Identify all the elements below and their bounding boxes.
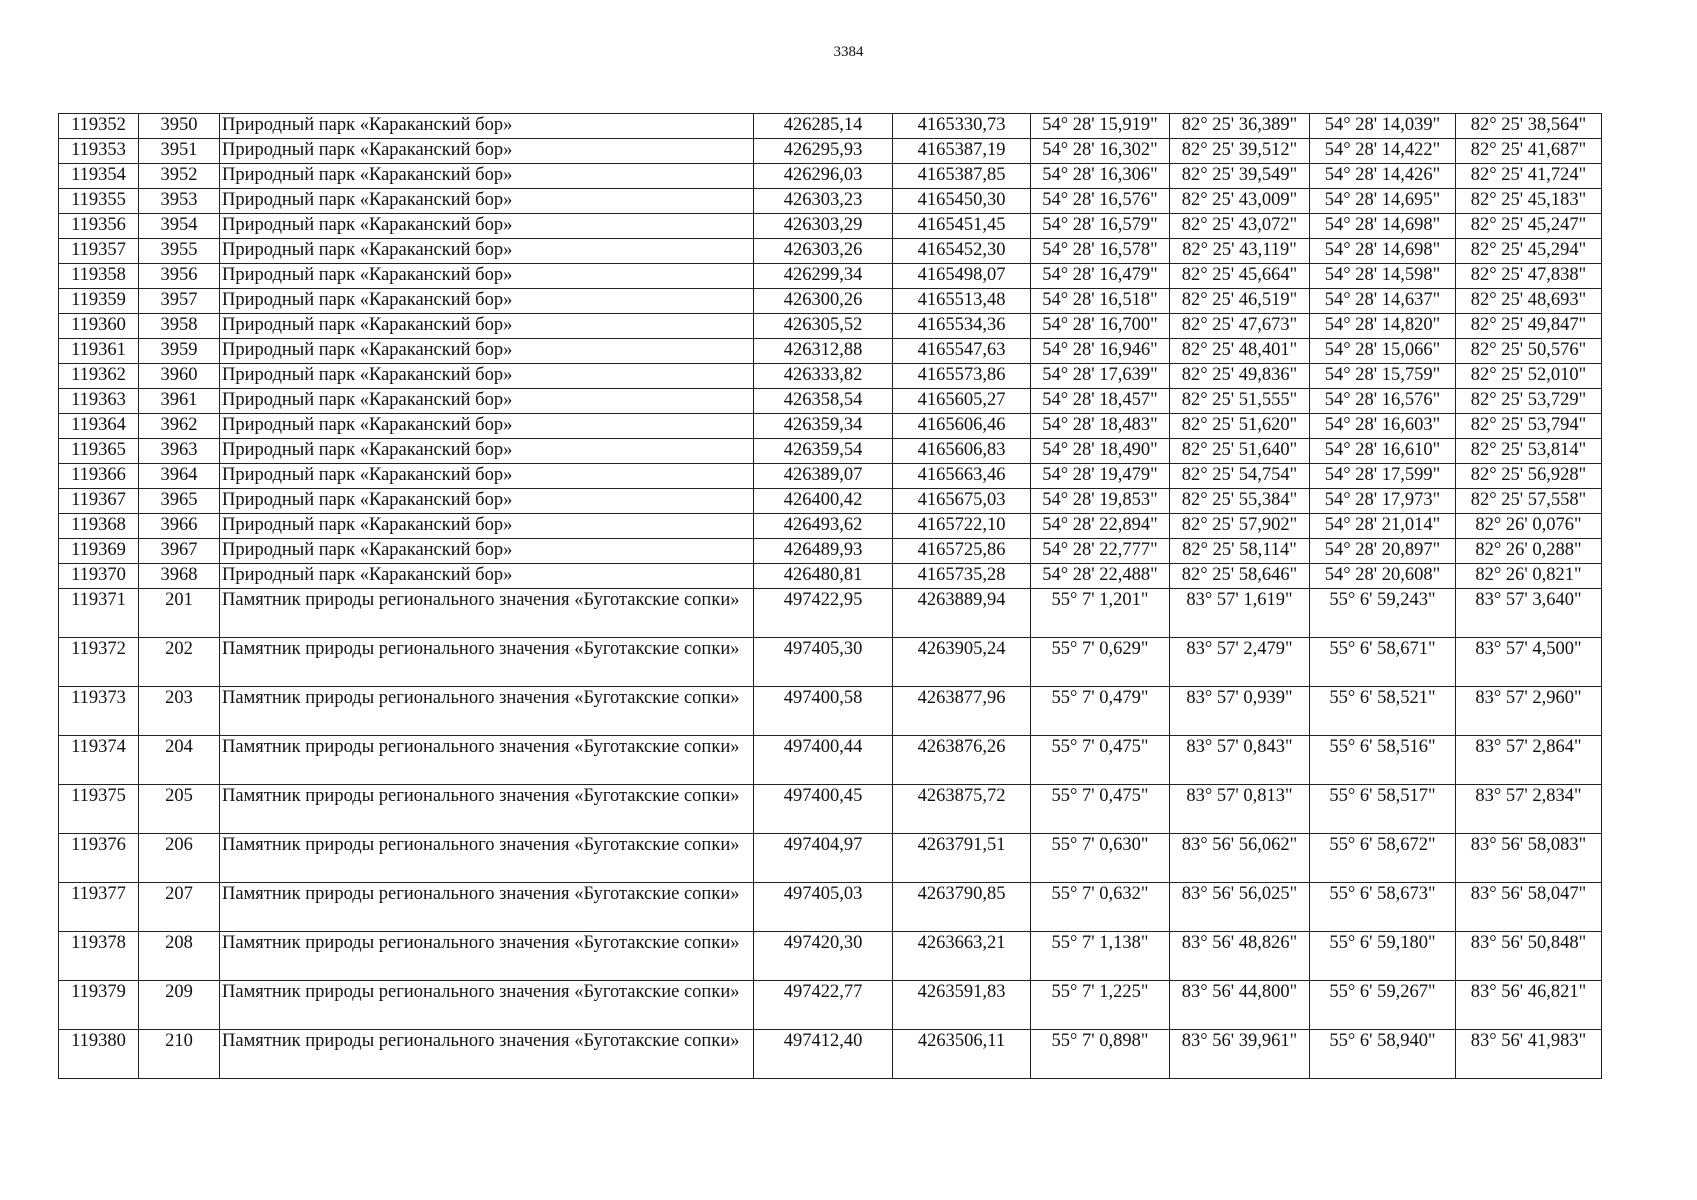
latitude-2-cell: 54° 28' 21,014" bbox=[1310, 514, 1456, 539]
latitude-1-cell: 54° 28' 18,483" bbox=[1031, 414, 1170, 439]
point-number-cell: 3963 bbox=[139, 439, 220, 464]
latitude-2-cell: 54° 28' 16,610" bbox=[1310, 439, 1456, 464]
object-name-cell: Памятник природы регионального значения «Буготакские сопки» bbox=[220, 736, 754, 785]
x-coordinate-cell: 426389,07 bbox=[754, 464, 893, 489]
latitude-2-cell: 55° 6' 58,521" bbox=[1310, 687, 1456, 736]
object-name-cell: Природный парк «Караканский бор» bbox=[220, 289, 754, 314]
longitude-2-cell: 82° 25' 52,010" bbox=[1456, 364, 1602, 389]
point-id-cell: 119354 bbox=[59, 164, 139, 189]
point-id-cell: 119361 bbox=[59, 339, 139, 364]
latitude-1-cell: 54° 28' 22,894" bbox=[1031, 514, 1170, 539]
longitude-2-cell: 82° 25' 45,183" bbox=[1456, 189, 1602, 214]
object-name-cell: Природный парк «Караканский бор» bbox=[220, 314, 754, 339]
latitude-2-cell: 54° 28' 17,973" bbox=[1310, 489, 1456, 514]
y-coordinate-cell: 4263875,72 bbox=[893, 785, 1031, 834]
longitude-2-cell: 82° 25' 48,693" bbox=[1456, 289, 1602, 314]
longitude-1-cell: 82° 25' 51,555" bbox=[1170, 389, 1310, 414]
y-coordinate-cell: 4263876,26 bbox=[893, 736, 1031, 785]
longitude-1-cell: 82° 25' 45,664" bbox=[1170, 264, 1310, 289]
x-coordinate-cell: 497400,45 bbox=[754, 785, 893, 834]
table-row bbox=[59, 834, 1602, 883]
latitude-2-cell: 54° 28' 14,695" bbox=[1310, 189, 1456, 214]
point-id-cell: 119364 bbox=[59, 414, 139, 439]
longitude-1-cell: 82° 25' 51,620" bbox=[1170, 414, 1310, 439]
point-id-cell: 119357 bbox=[59, 239, 139, 264]
point-id-cell: 119355 bbox=[59, 189, 139, 214]
table-row bbox=[59, 114, 1602, 139]
point-id-cell: 119366 bbox=[59, 464, 139, 489]
point-number-cell: 3957 bbox=[139, 289, 220, 314]
longitude-1-cell: 82° 25' 48,401" bbox=[1170, 339, 1310, 364]
table-row bbox=[59, 439, 1602, 464]
y-coordinate-cell: 4165451,45 bbox=[893, 214, 1031, 239]
point-id-cell: 119371 bbox=[59, 589, 139, 638]
object-name-cell: Памятник природы регионального значения «Буготакские сопки» bbox=[220, 834, 754, 883]
latitude-2-cell: 55° 6' 58,517" bbox=[1310, 785, 1456, 834]
y-coordinate-cell: 4165573,86 bbox=[893, 364, 1031, 389]
point-id-cell: 119365 bbox=[59, 439, 139, 464]
point-number-cell: 208 bbox=[139, 932, 220, 981]
latitude-1-cell: 54° 28' 15,919" bbox=[1031, 114, 1170, 139]
page-number: 3384 bbox=[833, 44, 864, 60]
latitude-1-cell: 54° 28' 16,579" bbox=[1031, 214, 1170, 239]
longitude-1-cell: 83° 56' 39,961" bbox=[1170, 1030, 1310, 1079]
table-row bbox=[59, 736, 1602, 785]
longitude-1-cell: 82° 25' 49,836" bbox=[1170, 364, 1310, 389]
point-id-cell: 119368 bbox=[59, 514, 139, 539]
point-number-cell: 210 bbox=[139, 1030, 220, 1079]
object-name-cell: Памятник природы регионального значения «Буготакские сопки» bbox=[220, 1030, 754, 1079]
table-row bbox=[59, 189, 1602, 214]
y-coordinate-cell: 4165663,46 bbox=[893, 464, 1031, 489]
longitude-1-cell: 82° 25' 58,646" bbox=[1170, 564, 1310, 589]
latitude-1-cell: 54° 28' 18,457" bbox=[1031, 389, 1170, 414]
latitude-2-cell: 54° 28' 15,759" bbox=[1310, 364, 1456, 389]
object-name-cell: Природный парк «Караканский бор» bbox=[220, 164, 754, 189]
longitude-1-cell: 82° 25' 39,549" bbox=[1170, 164, 1310, 189]
object-name-cell: Природный парк «Караканский бор» bbox=[220, 189, 754, 214]
longitude-2-cell: 82° 26' 0,288" bbox=[1456, 539, 1602, 564]
point-number-cell: 206 bbox=[139, 834, 220, 883]
longitude-1-cell: 82° 25' 43,119" bbox=[1170, 239, 1310, 264]
latitude-2-cell: 54° 28' 14,598" bbox=[1310, 264, 1456, 289]
latitude-2-cell: 54° 28' 14,039" bbox=[1310, 114, 1456, 139]
y-coordinate-cell: 4263877,96 bbox=[893, 687, 1031, 736]
x-coordinate-cell: 426295,93 bbox=[754, 139, 893, 164]
longitude-2-cell: 83° 57' 2,864" bbox=[1456, 736, 1602, 785]
y-coordinate-cell: 4165330,73 bbox=[893, 114, 1031, 139]
y-coordinate-cell: 4165725,86 bbox=[893, 539, 1031, 564]
object-name-cell: Памятник природы регионального значения «Буготакские сопки» bbox=[220, 638, 754, 687]
object-name-cell: Природный парк «Караканский бор» bbox=[220, 239, 754, 264]
longitude-1-cell: 83° 56' 56,062" bbox=[1170, 834, 1310, 883]
longitude-1-cell: 82° 25' 39,512" bbox=[1170, 139, 1310, 164]
latitude-2-cell: 54° 28' 16,576" bbox=[1310, 389, 1456, 414]
table-row bbox=[59, 364, 1602, 389]
table-row bbox=[59, 883, 1602, 932]
longitude-1-cell: 82° 25' 43,072" bbox=[1170, 214, 1310, 239]
x-coordinate-cell: 426400,42 bbox=[754, 489, 893, 514]
object-name-cell: Памятник природы регионального значения «Буготакские сопки» bbox=[220, 687, 754, 736]
point-id-cell: 119372 bbox=[59, 638, 139, 687]
point-id-cell: 119358 bbox=[59, 264, 139, 289]
point-id-cell: 119362 bbox=[59, 364, 139, 389]
longitude-1-cell: 83° 57' 1,619" bbox=[1170, 589, 1310, 638]
y-coordinate-cell: 4165606,83 bbox=[893, 439, 1031, 464]
point-number-cell: 3965 bbox=[139, 489, 220, 514]
point-id-cell: 119376 bbox=[59, 834, 139, 883]
point-id-cell: 119353 bbox=[59, 139, 139, 164]
x-coordinate-cell: 497422,95 bbox=[754, 589, 893, 638]
object-name-cell: Природный парк «Караканский бор» bbox=[220, 339, 754, 364]
latitude-1-cell: 54° 28' 18,490" bbox=[1031, 439, 1170, 464]
longitude-2-cell: 83° 57' 3,640" bbox=[1456, 589, 1602, 638]
longitude-2-cell: 82° 25' 41,724" bbox=[1456, 164, 1602, 189]
object-name-cell: Природный парк «Караканский бор» bbox=[220, 264, 754, 289]
y-coordinate-cell: 4263663,21 bbox=[893, 932, 1031, 981]
longitude-2-cell: 83° 56' 58,083" bbox=[1456, 834, 1602, 883]
point-number-cell: 205 bbox=[139, 785, 220, 834]
y-coordinate-cell: 4165450,30 bbox=[893, 189, 1031, 214]
latitude-1-cell: 55° 7' 0,479" bbox=[1031, 687, 1170, 736]
table-row bbox=[59, 314, 1602, 339]
latitude-1-cell: 54° 28' 16,576" bbox=[1031, 189, 1170, 214]
object-name-cell: Природный парк «Караканский бор» bbox=[220, 489, 754, 514]
longitude-2-cell: 83° 56' 58,047" bbox=[1456, 883, 1602, 932]
object-name-cell: Природный парк «Караканский бор» bbox=[220, 439, 754, 464]
y-coordinate-cell: 4165387,85 bbox=[893, 164, 1031, 189]
longitude-2-cell: 82° 25' 53,729" bbox=[1456, 389, 1602, 414]
point-id-cell: 119374 bbox=[59, 736, 139, 785]
latitude-2-cell: 55° 6' 58,673" bbox=[1310, 883, 1456, 932]
longitude-1-cell: 82° 25' 36,389" bbox=[1170, 114, 1310, 139]
latitude-1-cell: 54° 28' 22,488" bbox=[1031, 564, 1170, 589]
latitude-2-cell: 54° 28' 20,897" bbox=[1310, 539, 1456, 564]
table-row bbox=[59, 389, 1602, 414]
longitude-2-cell: 82° 25' 49,847" bbox=[1456, 314, 1602, 339]
latitude-2-cell: 54° 28' 16,603" bbox=[1310, 414, 1456, 439]
point-number-cell: 204 bbox=[139, 736, 220, 785]
point-id-cell: 119373 bbox=[59, 687, 139, 736]
latitude-2-cell: 55° 6' 59,267" bbox=[1310, 981, 1456, 1030]
point-id-cell: 119352 bbox=[59, 114, 139, 139]
table-row bbox=[59, 687, 1602, 736]
point-number-cell: 3962 bbox=[139, 414, 220, 439]
longitude-1-cell: 83° 57' 0,939" bbox=[1170, 687, 1310, 736]
object-name-cell: Природный парк «Караканский бор» bbox=[220, 389, 754, 414]
x-coordinate-cell: 426493,62 bbox=[754, 514, 893, 539]
longitude-2-cell: 82° 25' 41,687" bbox=[1456, 139, 1602, 164]
y-coordinate-cell: 4165722,10 bbox=[893, 514, 1031, 539]
latitude-1-cell: 54° 28' 17,639" bbox=[1031, 364, 1170, 389]
object-name-cell: Природный парк «Караканский бор» bbox=[220, 564, 754, 589]
point-id-cell: 119367 bbox=[59, 489, 139, 514]
point-id-cell: 119369 bbox=[59, 539, 139, 564]
latitude-1-cell: 54° 28' 16,700" bbox=[1031, 314, 1170, 339]
point-number-cell: 207 bbox=[139, 883, 220, 932]
latitude-1-cell: 54° 28' 16,946" bbox=[1031, 339, 1170, 364]
longitude-1-cell: 82° 25' 47,673" bbox=[1170, 314, 1310, 339]
latitude-2-cell: 54° 28' 14,422" bbox=[1310, 139, 1456, 164]
latitude-1-cell: 54° 28' 16,479" bbox=[1031, 264, 1170, 289]
point-number-cell: 201 bbox=[139, 589, 220, 638]
point-number-cell: 3955 bbox=[139, 239, 220, 264]
table-row bbox=[59, 564, 1602, 589]
longitude-2-cell: 82° 25' 45,247" bbox=[1456, 214, 1602, 239]
table-body bbox=[59, 114, 1602, 1079]
latitude-1-cell: 54° 28' 19,853" bbox=[1031, 489, 1170, 514]
longitude-2-cell: 83° 56' 41,983" bbox=[1456, 1030, 1602, 1079]
point-number-cell: 202 bbox=[139, 638, 220, 687]
point-number-cell: 3960 bbox=[139, 364, 220, 389]
longitude-1-cell: 82° 25' 46,519" bbox=[1170, 289, 1310, 314]
object-name-cell: Памятник природы регионального значения «Буготакские сопки» bbox=[220, 981, 754, 1030]
latitude-2-cell: 55° 6' 59,243" bbox=[1310, 589, 1456, 638]
point-number-cell: 3952 bbox=[139, 164, 220, 189]
latitude-1-cell: 55° 7' 0,475" bbox=[1031, 736, 1170, 785]
object-name-cell: Памятник природы регионального значения «Буготакские сопки» bbox=[220, 932, 754, 981]
x-coordinate-cell: 426359,34 bbox=[754, 414, 893, 439]
x-coordinate-cell: 426305,52 bbox=[754, 314, 893, 339]
object-name-cell: Природный парк «Караканский бор» bbox=[220, 539, 754, 564]
point-number-cell: 3958 bbox=[139, 314, 220, 339]
x-coordinate-cell: 497404,97 bbox=[754, 834, 893, 883]
table-row bbox=[59, 264, 1602, 289]
longitude-2-cell: 82° 25' 50,576" bbox=[1456, 339, 1602, 364]
longitude-2-cell: 82° 25' 53,794" bbox=[1456, 414, 1602, 439]
y-coordinate-cell: 4263889,94 bbox=[893, 589, 1031, 638]
point-number-cell: 3966 bbox=[139, 514, 220, 539]
latitude-2-cell: 55° 6' 58,940" bbox=[1310, 1030, 1456, 1079]
object-name-cell: Природный парк «Караканский бор» bbox=[220, 464, 754, 489]
point-number-cell: 3967 bbox=[139, 539, 220, 564]
table-row bbox=[59, 289, 1602, 314]
latitude-2-cell: 54° 28' 15,066" bbox=[1310, 339, 1456, 364]
x-coordinate-cell: 426333,82 bbox=[754, 364, 893, 389]
x-coordinate-cell: 497422,77 bbox=[754, 981, 893, 1030]
x-coordinate-cell: 426300,26 bbox=[754, 289, 893, 314]
longitude-1-cell: 83° 56' 44,800" bbox=[1170, 981, 1310, 1030]
table-row bbox=[59, 414, 1602, 439]
latitude-1-cell: 55° 7' 0,632" bbox=[1031, 883, 1170, 932]
y-coordinate-cell: 4165534,36 bbox=[893, 314, 1031, 339]
point-id-cell: 119377 bbox=[59, 883, 139, 932]
point-id-cell: 119375 bbox=[59, 785, 139, 834]
table-row bbox=[59, 514, 1602, 539]
y-coordinate-cell: 4165547,63 bbox=[893, 339, 1031, 364]
object-name-cell: Природный парк «Караканский бор» bbox=[220, 214, 754, 239]
point-id-cell: 119370 bbox=[59, 564, 139, 589]
point-number-cell: 3950 bbox=[139, 114, 220, 139]
longitude-2-cell: 82° 25' 47,838" bbox=[1456, 264, 1602, 289]
x-coordinate-cell: 426480,81 bbox=[754, 564, 893, 589]
longitude-2-cell: 82° 25' 53,814" bbox=[1456, 439, 1602, 464]
latitude-1-cell: 54° 28' 16,578" bbox=[1031, 239, 1170, 264]
x-coordinate-cell: 497405,03 bbox=[754, 883, 893, 932]
longitude-2-cell: 82° 25' 56,928" bbox=[1456, 464, 1602, 489]
latitude-1-cell: 55° 7' 1,201" bbox=[1031, 589, 1170, 638]
x-coordinate-cell: 426303,26 bbox=[754, 239, 893, 264]
object-name-cell: Природный парк «Караканский бор» bbox=[220, 364, 754, 389]
longitude-1-cell: 82° 25' 51,640" bbox=[1170, 439, 1310, 464]
longitude-1-cell: 82° 25' 54,754" bbox=[1170, 464, 1310, 489]
y-coordinate-cell: 4165513,48 bbox=[893, 289, 1031, 314]
latitude-1-cell: 55° 7' 1,225" bbox=[1031, 981, 1170, 1030]
y-coordinate-cell: 4263506,11 bbox=[893, 1030, 1031, 1079]
latitude-1-cell: 54° 28' 16,518" bbox=[1031, 289, 1170, 314]
point-id-cell: 119379 bbox=[59, 981, 139, 1030]
latitude-1-cell: 54° 28' 22,777" bbox=[1031, 539, 1170, 564]
point-number-cell: 3953 bbox=[139, 189, 220, 214]
longitude-1-cell: 82° 25' 58,114" bbox=[1170, 539, 1310, 564]
y-coordinate-cell: 4165606,46 bbox=[893, 414, 1031, 439]
latitude-2-cell: 55° 6' 58,671" bbox=[1310, 638, 1456, 687]
longitude-1-cell: 83° 57' 0,843" bbox=[1170, 736, 1310, 785]
table-row bbox=[59, 164, 1602, 189]
table-row bbox=[59, 139, 1602, 164]
longitude-2-cell: 82° 25' 57,558" bbox=[1456, 489, 1602, 514]
object-name-cell: Памятник природы регионального значения «Буготакские сопки» bbox=[220, 883, 754, 932]
latitude-2-cell: 54° 28' 14,426" bbox=[1310, 164, 1456, 189]
table-row bbox=[59, 464, 1602, 489]
latitude-2-cell: 55° 6' 58,516" bbox=[1310, 736, 1456, 785]
point-number-cell: 3951 bbox=[139, 139, 220, 164]
latitude-2-cell: 54° 28' 14,820" bbox=[1310, 314, 1456, 339]
x-coordinate-cell: 497400,44 bbox=[754, 736, 893, 785]
x-coordinate-cell: 426303,29 bbox=[754, 214, 893, 239]
latitude-2-cell: 54° 28' 20,608" bbox=[1310, 564, 1456, 589]
point-id-cell: 119380 bbox=[59, 1030, 139, 1079]
latitude-1-cell: 54° 28' 16,306" bbox=[1031, 164, 1170, 189]
latitude-2-cell: 54° 28' 14,637" bbox=[1310, 289, 1456, 314]
x-coordinate-cell: 426312,88 bbox=[754, 339, 893, 364]
y-coordinate-cell: 4263591,83 bbox=[893, 981, 1031, 1030]
latitude-1-cell: 55° 7' 0,898" bbox=[1031, 1030, 1170, 1079]
latitude-1-cell: 55° 7' 0,629" bbox=[1031, 638, 1170, 687]
latitude-1-cell: 54° 28' 16,302" bbox=[1031, 139, 1170, 164]
y-coordinate-cell: 4165452,30 bbox=[893, 239, 1031, 264]
x-coordinate-cell: 497412,40 bbox=[754, 1030, 893, 1079]
y-coordinate-cell: 4165605,27 bbox=[893, 389, 1031, 414]
y-coordinate-cell: 4165735,28 bbox=[893, 564, 1031, 589]
object-name-cell: Памятник природы регионального значения «Буготакские сопки» bbox=[220, 589, 754, 638]
latitude-1-cell: 54° 28' 19,479" bbox=[1031, 464, 1170, 489]
x-coordinate-cell: 497420,30 bbox=[754, 932, 893, 981]
x-coordinate-cell: 426303,23 bbox=[754, 189, 893, 214]
y-coordinate-cell: 4263791,51 bbox=[893, 834, 1031, 883]
x-coordinate-cell: 426296,03 bbox=[754, 164, 893, 189]
latitude-2-cell: 55° 6' 59,180" bbox=[1310, 932, 1456, 981]
x-coordinate-cell: 497400,58 bbox=[754, 687, 893, 736]
point-id-cell: 119359 bbox=[59, 289, 139, 314]
coordinates-table bbox=[58, 113, 1602, 1079]
point-number-cell: 203 bbox=[139, 687, 220, 736]
table-row bbox=[59, 785, 1602, 834]
x-coordinate-cell: 426358,54 bbox=[754, 389, 893, 414]
latitude-2-cell: 55° 6' 58,672" bbox=[1310, 834, 1456, 883]
longitude-2-cell: 83° 56' 50,848" bbox=[1456, 932, 1602, 981]
point-number-cell: 3964 bbox=[139, 464, 220, 489]
latitude-2-cell: 54° 28' 14,698" bbox=[1310, 214, 1456, 239]
table-row bbox=[59, 1030, 1602, 1079]
point-id-cell: 119360 bbox=[59, 314, 139, 339]
longitude-2-cell: 82° 25' 38,564" bbox=[1456, 114, 1602, 139]
table-row bbox=[59, 638, 1602, 687]
object-name-cell: Природный парк «Караканский бор» bbox=[220, 414, 754, 439]
latitude-1-cell: 55° 7' 0,630" bbox=[1031, 834, 1170, 883]
x-coordinate-cell: 426285,14 bbox=[754, 114, 893, 139]
x-coordinate-cell: 426489,93 bbox=[754, 539, 893, 564]
point-number-cell: 209 bbox=[139, 981, 220, 1030]
latitude-2-cell: 54° 28' 17,599" bbox=[1310, 464, 1456, 489]
longitude-2-cell: 82° 26' 0,076" bbox=[1456, 514, 1602, 539]
longitude-2-cell: 82° 25' 45,294" bbox=[1456, 239, 1602, 264]
table-row bbox=[59, 489, 1602, 514]
longitude-1-cell: 83° 57' 2,479" bbox=[1170, 638, 1310, 687]
longitude-1-cell: 83° 56' 48,826" bbox=[1170, 932, 1310, 981]
y-coordinate-cell: 4165498,07 bbox=[893, 264, 1031, 289]
object-name-cell: Природный парк «Караканский бор» bbox=[220, 139, 754, 164]
y-coordinate-cell: 4263790,85 bbox=[893, 883, 1031, 932]
point-number-cell: 3956 bbox=[139, 264, 220, 289]
point-number-cell: 3968 bbox=[139, 564, 220, 589]
table-row bbox=[59, 589, 1602, 638]
point-number-cell: 3954 bbox=[139, 214, 220, 239]
table-row bbox=[59, 214, 1602, 239]
longitude-1-cell: 83° 56' 56,025" bbox=[1170, 883, 1310, 932]
latitude-2-cell: 54° 28' 14,698" bbox=[1310, 239, 1456, 264]
point-number-cell: 3959 bbox=[139, 339, 220, 364]
y-coordinate-cell: 4165387,19 bbox=[893, 139, 1031, 164]
table-row bbox=[59, 981, 1602, 1030]
longitude-2-cell: 83° 57' 2,960" bbox=[1456, 687, 1602, 736]
y-coordinate-cell: 4263905,24 bbox=[893, 638, 1031, 687]
object-name-cell: Памятник природы регионального значения «Буготакские сопки» bbox=[220, 785, 754, 834]
longitude-1-cell: 82° 25' 43,009" bbox=[1170, 189, 1310, 214]
longitude-1-cell: 82° 25' 57,902" bbox=[1170, 514, 1310, 539]
longitude-2-cell: 82° 26' 0,821" bbox=[1456, 564, 1602, 589]
table-row bbox=[59, 239, 1602, 264]
table-row bbox=[59, 932, 1602, 981]
point-number-cell: 3961 bbox=[139, 389, 220, 414]
object-name-cell: Природный парк «Караканский бор» bbox=[220, 514, 754, 539]
y-coordinate-cell: 4165675,03 bbox=[893, 489, 1031, 514]
point-id-cell: 119378 bbox=[59, 932, 139, 981]
point-id-cell: 119356 bbox=[59, 214, 139, 239]
table-row bbox=[59, 339, 1602, 364]
longitude-2-cell: 83° 57' 2,834" bbox=[1456, 785, 1602, 834]
longitude-1-cell: 83° 57' 0,813" bbox=[1170, 785, 1310, 834]
longitude-2-cell: 83° 57' 4,500" bbox=[1456, 638, 1602, 687]
x-coordinate-cell: 426359,54 bbox=[754, 439, 893, 464]
table-row bbox=[59, 539, 1602, 564]
x-coordinate-cell: 426299,34 bbox=[754, 264, 893, 289]
longitude-2-cell: 83° 56' 46,821" bbox=[1456, 981, 1602, 1030]
x-coordinate-cell: 497405,30 bbox=[754, 638, 893, 687]
latitude-1-cell: 55° 7' 1,138" bbox=[1031, 932, 1170, 981]
longitude-1-cell: 82° 25' 55,384" bbox=[1170, 489, 1310, 514]
object-name-cell: Природный парк «Караканский бор» bbox=[220, 114, 754, 139]
latitude-1-cell: 55° 7' 0,475" bbox=[1031, 785, 1170, 834]
point-id-cell: 119363 bbox=[59, 389, 139, 414]
